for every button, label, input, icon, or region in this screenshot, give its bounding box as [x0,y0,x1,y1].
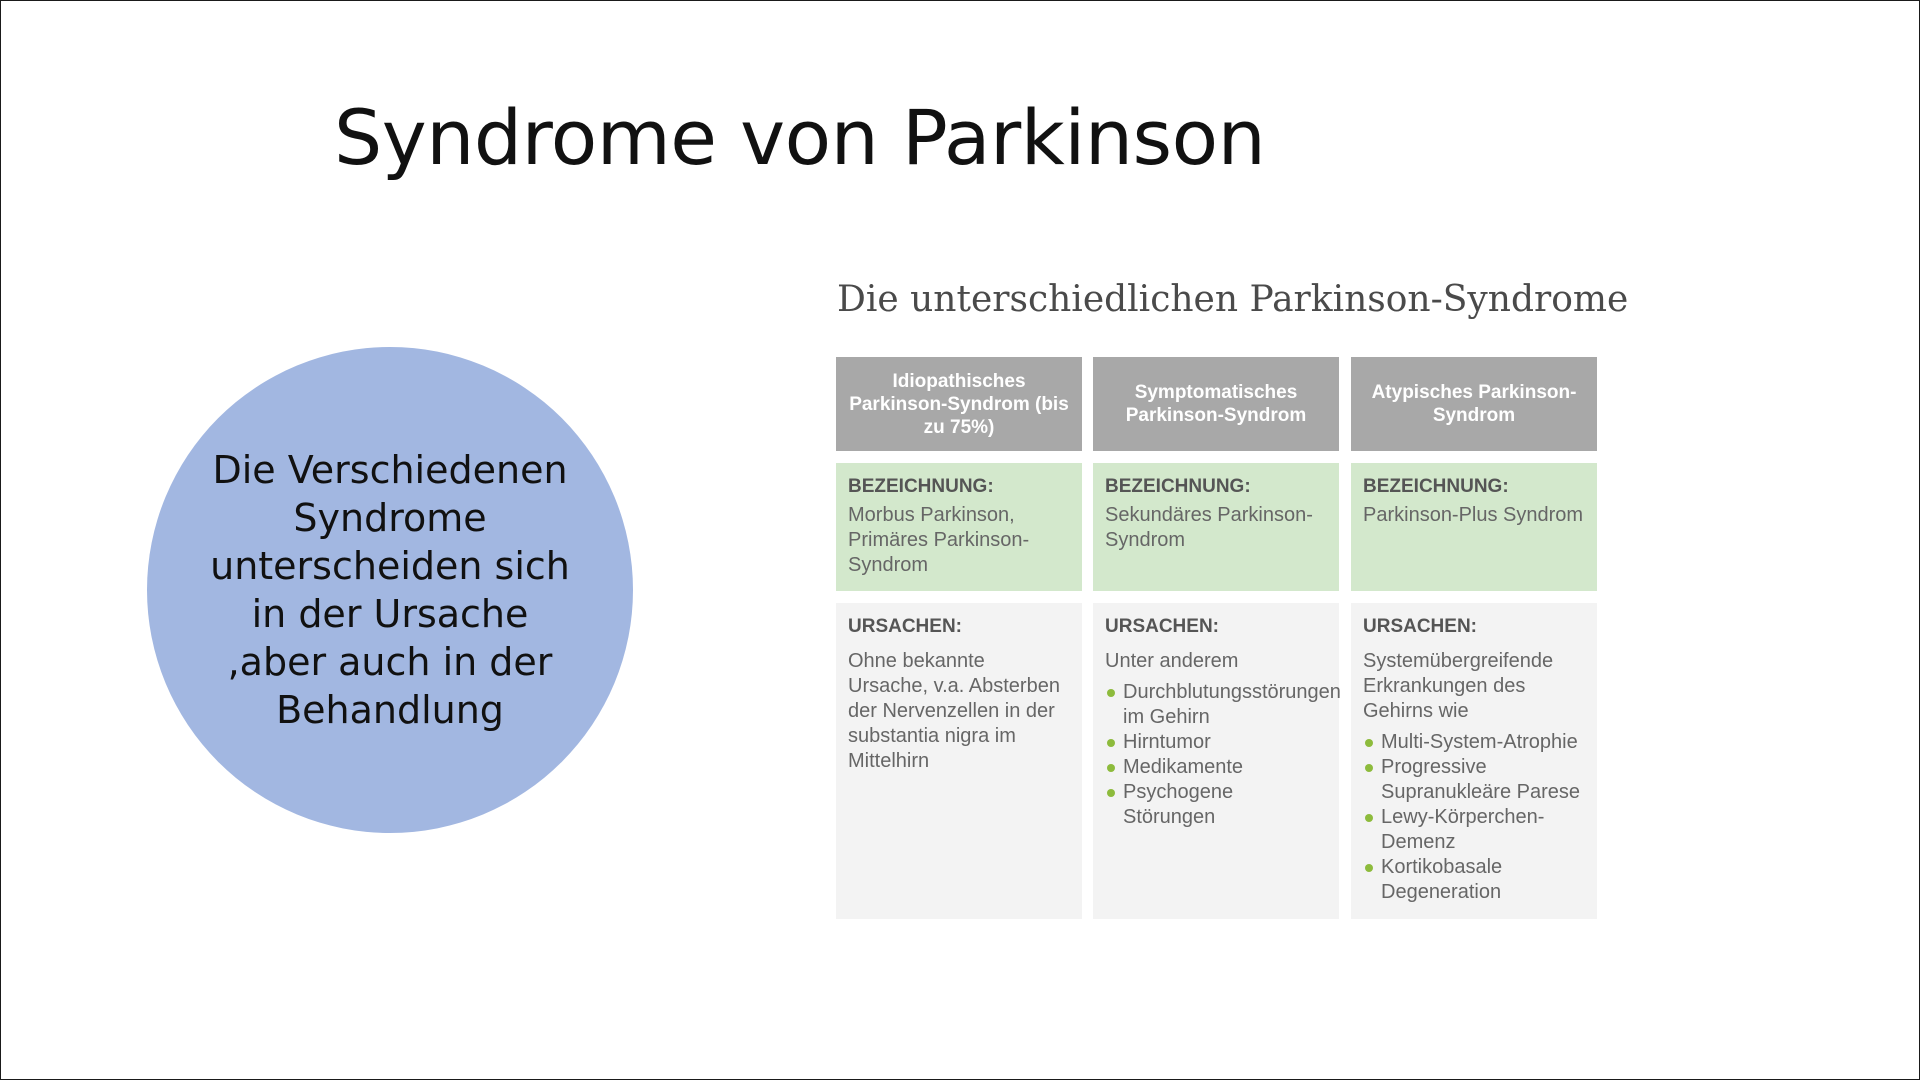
column-header: Idiopathisches Parkinson-Syndrom (bis zu 75%) [836,357,1082,451]
ursachen-label: URSACHEN: [848,616,962,637]
bezeichnung-box [1351,463,1597,591]
bezeichnung-label: BEZEICHNUNG: [1363,476,1509,497]
bullet-dot-icon [1365,814,1373,822]
bullet-dot-icon [1365,864,1373,872]
bullet-dot-icon [1107,789,1115,797]
bezeichnung-label: BEZEICHNUNG: [848,476,994,497]
bullet-dot-icon [1107,689,1115,697]
syndrome-column-symptomatic [1093,357,1339,919]
bullet-dot-icon [1365,739,1373,747]
list-item: Kortikobasale Degeneration [1363,855,1585,905]
bezeichnung-value: Sekundäres Parkinson-Syndrom [1105,504,1313,551]
bezeichnung-value: Morbus Parkinson, Primäres Parkinson-Syndrom [848,504,1030,576]
bezeichnung-box [1093,463,1339,591]
syndrome-column-idiopathic [836,357,1082,919]
ursachen-box [1093,603,1339,919]
ursachen-text: Systemübergreifende Erkrankungen des Gehirns wie [1363,650,1554,722]
ursachen-label: URSACHEN: [1105,616,1219,637]
figure-title: Die unterschiedlichen Parkinson-Syndrome [837,279,1629,320]
list-item: Lewy-Körperchen-Demenz [1363,805,1585,855]
list-item: Progressive Supranukleäre Parese [1363,755,1585,805]
ursachen-box [1351,603,1597,919]
slide-title: Syndrome von Parkinson [334,93,1266,182]
circle-text: Die Verschiedenen Syndrome unterscheiden sich in der Ursache ,aber auch in der Behandlung [210,448,570,732]
list-item: Durchblutungsstörungen im Gehirn [1105,680,1327,730]
bezeichnung-box [836,463,1082,591]
column-header: Atypisches Parkinson-Syndrom [1351,357,1597,451]
info-circle [147,347,633,833]
list-item: Psychogene Störungen [1105,780,1327,830]
ursachen-text: Unter anderem [1105,650,1239,672]
ursachen-label: URSACHEN: [1363,616,1477,637]
bullet-dot-icon [1107,739,1115,747]
bezeichnung-label: BEZEICHNUNG: [1105,476,1251,497]
column-header: Symptomatisches Parkinson-Syndrom [1093,357,1339,451]
ursachen-list [1363,730,1585,905]
syndrome-column-atypical [1351,357,1597,919]
list-item: Multi-System-Atrophie [1363,730,1585,755]
ursachen-list [1105,680,1341,830]
bullet-dot-icon [1107,764,1115,772]
list-item: Medikamente [1105,755,1327,780]
bullet-dot-icon [1365,764,1373,772]
ursachen-text: Ohne bekannte Ursache, v.a. Absterben der Nervenzellen in der substantia nigra im Mittelhirn [848,650,1060,772]
bezeichnung-value: Parkinson-Plus Syndrom [1363,504,1584,526]
list-item: Hirntumor [1105,730,1327,755]
ursachen-box [836,603,1082,919]
